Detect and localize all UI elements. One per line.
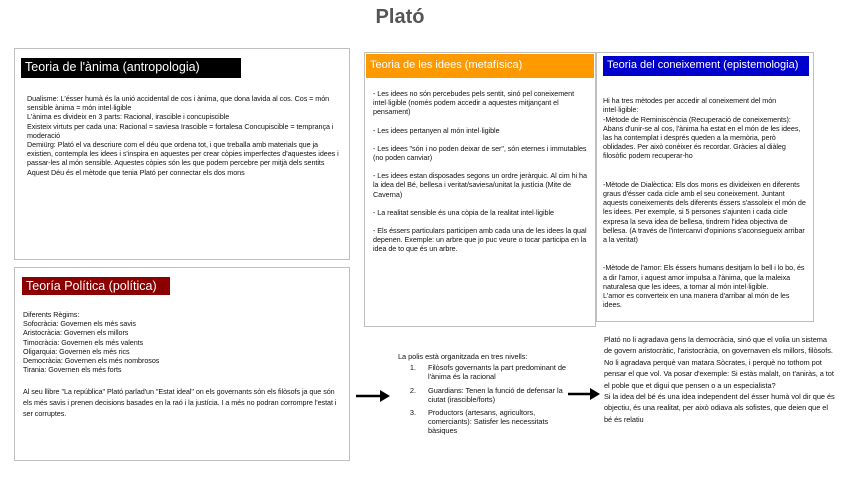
regim-sofocracia: Sofocràcia: Governen els més savis — [23, 319, 136, 329]
idees-item: - La realitat sensible és una còpia de la realitat intel·ligible — [373, 207, 554, 217]
anima-line-demiurg: Demiürg: Plató el va descriure com el déu que ordena tot, i que treballa amb materials que ja existien, contempla les idees i s'inspira en aquestes per crear còpies imperfectes d'aquestes idees i passar-les al món sensible. Aquestes còpies són les que podem percebre per mitjà dels sentits — [27, 140, 339, 168]
nivells-text — [398, 352, 576, 440]
metode-dialectica: -Mètode de Dialèctica: Els dos mons es divideixen en diferents graus d'ésser cada cicle amb el seu coneixement. Juntant aquests coneixements dels diferents éssers s'assoleix el món de les idees. Per exemple, si 5 persones s'ajunten i cada cicle expresa la seva idea de bellesa, tindrem l'idea objectiva de bellesa. (A través de l'intercanvi d'opinions s'aconsegueix arribar a la veritat) — [603, 179, 806, 245]
anima-text — [27, 94, 339, 177]
politica-paragraph: Al seu llibre "La república" Plató parlad'un "Estat ideal" on els governants són els filòsofs ja que són els més savis i prenen decisions basades en la raó i la justícia. I a més no podran corrompre l'estat i ser corruptes. — [23, 387, 337, 419]
politica-text — [23, 310, 345, 419]
regim-aristocracia: Aristocràcia: Governen els millors — [23, 328, 129, 338]
politica-header: Teoría Política (política) — [22, 277, 170, 295]
anima-line-parts: L'ànima es divideix en 3 parts: Racional, irascible i concupiscible — [27, 112, 230, 122]
arrow-right-icon — [568, 386, 600, 402]
coneixement-card — [596, 52, 814, 322]
idees-item: - Les idees no són percebudes pels sentit, sinó pel coneixement intel·ligible (només podem accedir a aquestes mitjançant el pensament) — [373, 89, 575, 117]
idees-item: - Les idees estan disposades segons un ordre jeràrquic. Al cim hi ha la idea del Bé, bellesa i veritat/saviesa/unitat la justícia (Mite de Caverna) — [373, 171, 587, 199]
anima-line-deu: Aquest Déu és el mètode que tenia Plató per connectar els dos mons — [27, 167, 245, 177]
regim-timocracia: Timocràcia: Governen els més valents — [23, 337, 144, 347]
nivells-intro: La polis està organitzada en tres nivells: — [398, 352, 528, 361]
anima-line-dualisme: Dualisme: L'ésser humà és la unió accidental de cos i ànima, que dona lavida al cos. Cos = món sensible ànima = món intel·ligible — [27, 94, 330, 113]
regim-tirania: Tirania: Governen els més forts — [23, 365, 122, 375]
democracia-text: Plató no li agradava gens la democràcia, sinó que el volia un sistema de govern aristocràtic, l'aristocràcia, on governaven els millors, filòsofs. No li agradava perquè van matara Sòcrates, i perquè no tothom pot pensar el que vol. Va posar d'exemple: Si estàs malalt, on t'aniràs, a tot el poble que et digui que pensen o a un especialista? Si la idea del bé és una idea independent del ésser humà vol dir que és objectiu, és una realitat, per això odiava als sofistes, que deien que el bé és relatiu — [604, 335, 835, 424]
nivell-productors: 3. Productors (artesans, agricultors, comerciants): Satisfer les necessitats bàsiques — [418, 408, 576, 436]
arrow-right-icon — [356, 388, 390, 404]
metode-amor: -Mètode de l'amor: Els éssers humans desitjam lo bell i lo bo, és a dir l'amor, i aquest amor impulsa a l'ànima, que la maleixa naturalesa que les idees, a tornar al món intel·ligible. L'amor es converteix en una manera d'arribar al món de les idees. — [603, 263, 805, 310]
nivell-filosofs: 1. Filòsofs governants la part predominant de l'ànima és la racional — [418, 363, 576, 381]
coneixement-header: Teoria del coneixement (epistemologia) — [603, 56, 809, 76]
idees-header: Teoria de les idees (metafísica) — [366, 54, 594, 78]
politica-regims-title: Diferents Règims: — [23, 310, 80, 319]
idees-list — [373, 89, 589, 263]
nivell-guardians: 2. Guardians: Tenen la funció de defensar la ciutat (irascible/forts) — [418, 386, 576, 404]
idees-card — [364, 52, 596, 327]
regim-oligarquia: Oligarquia: Governen els més rics — [23, 346, 130, 356]
anima-header: Teoria de l'ànima (antropologia) — [21, 58, 241, 78]
nivells-list — [398, 363, 576, 435]
anima-card — [14, 48, 350, 260]
politica-card — [14, 267, 350, 461]
regim-democracia: Democràcia: Governen els més nombrosos — [23, 356, 160, 366]
anima-line-virtuts: Existeix virtuts per cada una: Racional = saviesa Irascible = fortalesa Concupiscible = temprança i moderació — [27, 121, 334, 140]
idees-item: - Les idees pertanyen al món intel·ligible — [373, 125, 500, 135]
idees-item: - Les idees "són i no poden deixar de ser", són eternes i immutables (no poden canviar) — [373, 143, 587, 163]
coneixement-text — [603, 87, 809, 319]
idees-item: - Els éssers particulars participen amb cada una de les idees la qual depenen. Exemple: un arbre que jo puc veure o tocar participa en la idea de to que és un arbre. — [373, 226, 587, 254]
page-title: Plató — [375, 6, 425, 28]
metode-reminiscencia: Hi ha tres mètodes per accedir al coneixement del món intel·ligible: -Mètode de Reminiscència (Recuperació de coneixements): Abans d'unir-se al cos, l'ànima ha estat en el món de les idees, las ha contemplat i després queden a la memòria, però oblidades. Per això conèixer és recordar. Gràcies al diàleg filosòfic podem recuperar-ho — [603, 96, 801, 161]
